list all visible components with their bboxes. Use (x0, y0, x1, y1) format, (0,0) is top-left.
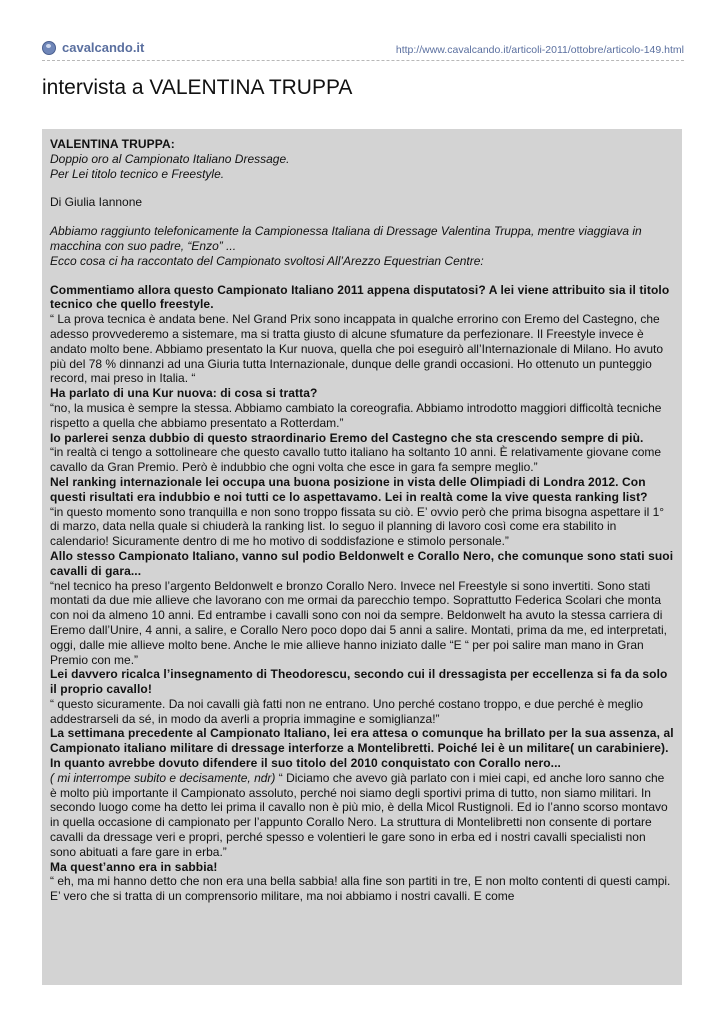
article-author: Di Giulia Iannone (50, 195, 143, 210)
site-logo[interactable] (42, 40, 144, 55)
interview-question: Io parlerei senza dubbio di questo straordinario Eremo del Castegno che sta crescendo sempre di più. (50, 430, 644, 445)
interview-question: Commentiamo allora questo Campionato Italiano 2011 appena disputatosi? A lei viene attribuito sia il titolo tecnico che quello freestyle. (50, 282, 670, 312)
page-header (42, 38, 684, 60)
interview-question: Ha parlato di una Kur nuova: di cosa si tratta? (50, 386, 318, 401)
interview-answer: “ eh, ma mi hanno detto che non era una bella sabbia! alla fine son partiti in tre, E non molto contenti di questi campi. E’ vero che si tratta di un comprensorio militare, ma noi abbiamo i nostri cavalli. E come (50, 874, 671, 904)
spacer (50, 181, 674, 195)
article-subtitle: Per Lei titolo tecnico e Freestyle. (50, 166, 225, 181)
site-name: cavalcando.it (62, 40, 145, 55)
globe-icon (42, 41, 56, 55)
article-body (42, 129, 682, 985)
interview-answer: “nel tecnico ha preso l’argento Beldonwelt e bronzo Corallo Nero. Invece nel Freestyle si sono invertiti. Sono stati montati da due mie allieve che lavorano con me ormai da parecchio tempo. Soprattutto Federica Scolari che monta con noi da almeno 10 anni. Ed entrambe i cavalli sono con noi da sempre. Beldonwelt ha avuto la stessa carriera di Eremo dall’Unire, 4 anni, a salire, e Corallo Nero poco dopo dai 5 anni a salire. Montati, prima da me, ed interpretati, oggi, dalle mie allieve molto bene. Anche le mie allieve hanno iniziato dalle “E “ per poi salire man mano in Gran Premio con me.” (50, 578, 667, 667)
article-intro: Abbiamo raggiunto telefonicamente la Campionessa Italiana di Dressage Valentina Truppa, mentre viaggiava in macchina con suo padre, “Enzo” ... (50, 224, 642, 253)
article-url[interactable]: http://www.cavalcando.it/articoli-2011/ottobre/articolo-149.html (395, 44, 684, 56)
page-title: intervista a VALENTINA TRUPPA (42, 76, 353, 99)
interview-question: Allo stesso Campionato Italiano, vanno sul podio Beldonwelt e Corallo Nero, che comunque sono stati suoi cavalli di gara... (50, 548, 674, 578)
interview-question: Ma quest’anno era in sabbia! (50, 859, 218, 874)
interview-answer: “in realtà ci tengo a sottolineare che questo cavallo tutto italiano ha soltanto 10 anni. È relativamente giovane come cavallo da Gran Premio. Però è indubbio che ogni volta che esce in gara fa sempre meglio.” (50, 445, 662, 475)
interview-question: La settimana precedente al Campionato Italiano, lei era attesa o comunque ha brillato per la sua assenza, al Campionato italiano militare di dressage interforze a Montelibretti. Poiché lei è un militare( un carabiniere). In quanto avrebbe dovuto difendere il suo titolo del 2010 conquistato con Corallo nero... (50, 726, 674, 771)
editor-note: ( mi interrompe subito e decisamente, ndr) (50, 770, 276, 785)
interview-answer: “in questo momento sono tranquilla e non sono troppo fissata su ciò. E’ ovvio però che prima bisogna aspettare il 1° di marzo, data nella quale si chiuderà la ranking list. Io seguo il planning di lavoro così come era stabilito in calendario! Sicuramente dentro di me ho motivo di soddisfazione e stimolo personale.” (50, 504, 665, 549)
spacer (50, 210, 674, 224)
interview-answer: “ questo sicuramente. Da noi cavalli già fatti non ne entrano. Uno perché costano troppo, e due perché è meglio addestrarseli da sé, in modo da averli a propria immagine e somiglianza!” (50, 696, 644, 726)
interviewee-name: VALENTINA TRUPPA: (50, 137, 175, 151)
article-subtitle: Doppio oro al Campionato Italiano Dressage. (50, 151, 290, 166)
interview-answer: “no, la musica è sempre la stessa. Abbiamo cambiato la coreografia. Abbiamo introdotto maggiori difficoltà tecniche rispetto a quella che abbiamo presentato a Rotterdam.” (50, 400, 662, 430)
spacer (50, 269, 674, 283)
header-divider (42, 60, 684, 61)
interview-question: Lei davvero ricalca l’insegnamento di Theodorescu, secondo cui il dressagista per eccellenza si fa da solo il proprio cavallo! (50, 667, 668, 697)
interview-answer (50, 771, 674, 860)
interview-question: Nel ranking internazionale lei occupa una buona posizione in vista delle Olimpiadi di Londra 2012. Con questi risultati era indubbio e noi tutti ce lo aspettavamo. Lei in realtà come la vive questa ranking list? (50, 474, 648, 504)
interview-answer: “ La prova tecnica è andata bene. Nel Grand Prix sono incappata in qualche errorino con Eremo del Castegno, che adesso provvederemo a sistemare, ma si tratta giusto di alcune sfumature da perfezionare. Il Freestyle invece è andato molto bene. Abbiamo presentato la Kur nuova, quella che poi eseguirò all’Internazionale di Milano. Ho avuto più del 78 % dinnanzi ad una Giuria tutta Internazionale, dunque delle grandi occasioni. Ho ottenuto un punteggio record, mai preso in Italia. “ (50, 312, 664, 386)
article-intro: Ecco cosa ci ha raccontato del Campionato svoltosi All’Arezzo Equestrian Centre: (50, 253, 484, 268)
answer-text: “ Diciamo che avevo già parlato con i miei capi, ed anche loro sanno che è molto più importante il Campionato assoluto, perché noi siamo degli sportivi prima di tutto, non siamo militari. In secondo luogo come ha detto lei prima il cavallo non è più mio, è della Micol Rustignoli. Ed io l’anno scorso montavo in quella occasione di campionato per l’appunto Corallo Nero. La struttura di Montelibretti non consente di portare cavalli da dressage veri e propri, perché spesso e volentieri le gare sono in erba ed i nostri cavalli specialisti non sono abituati a fare gare in erba.” (50, 770, 668, 859)
